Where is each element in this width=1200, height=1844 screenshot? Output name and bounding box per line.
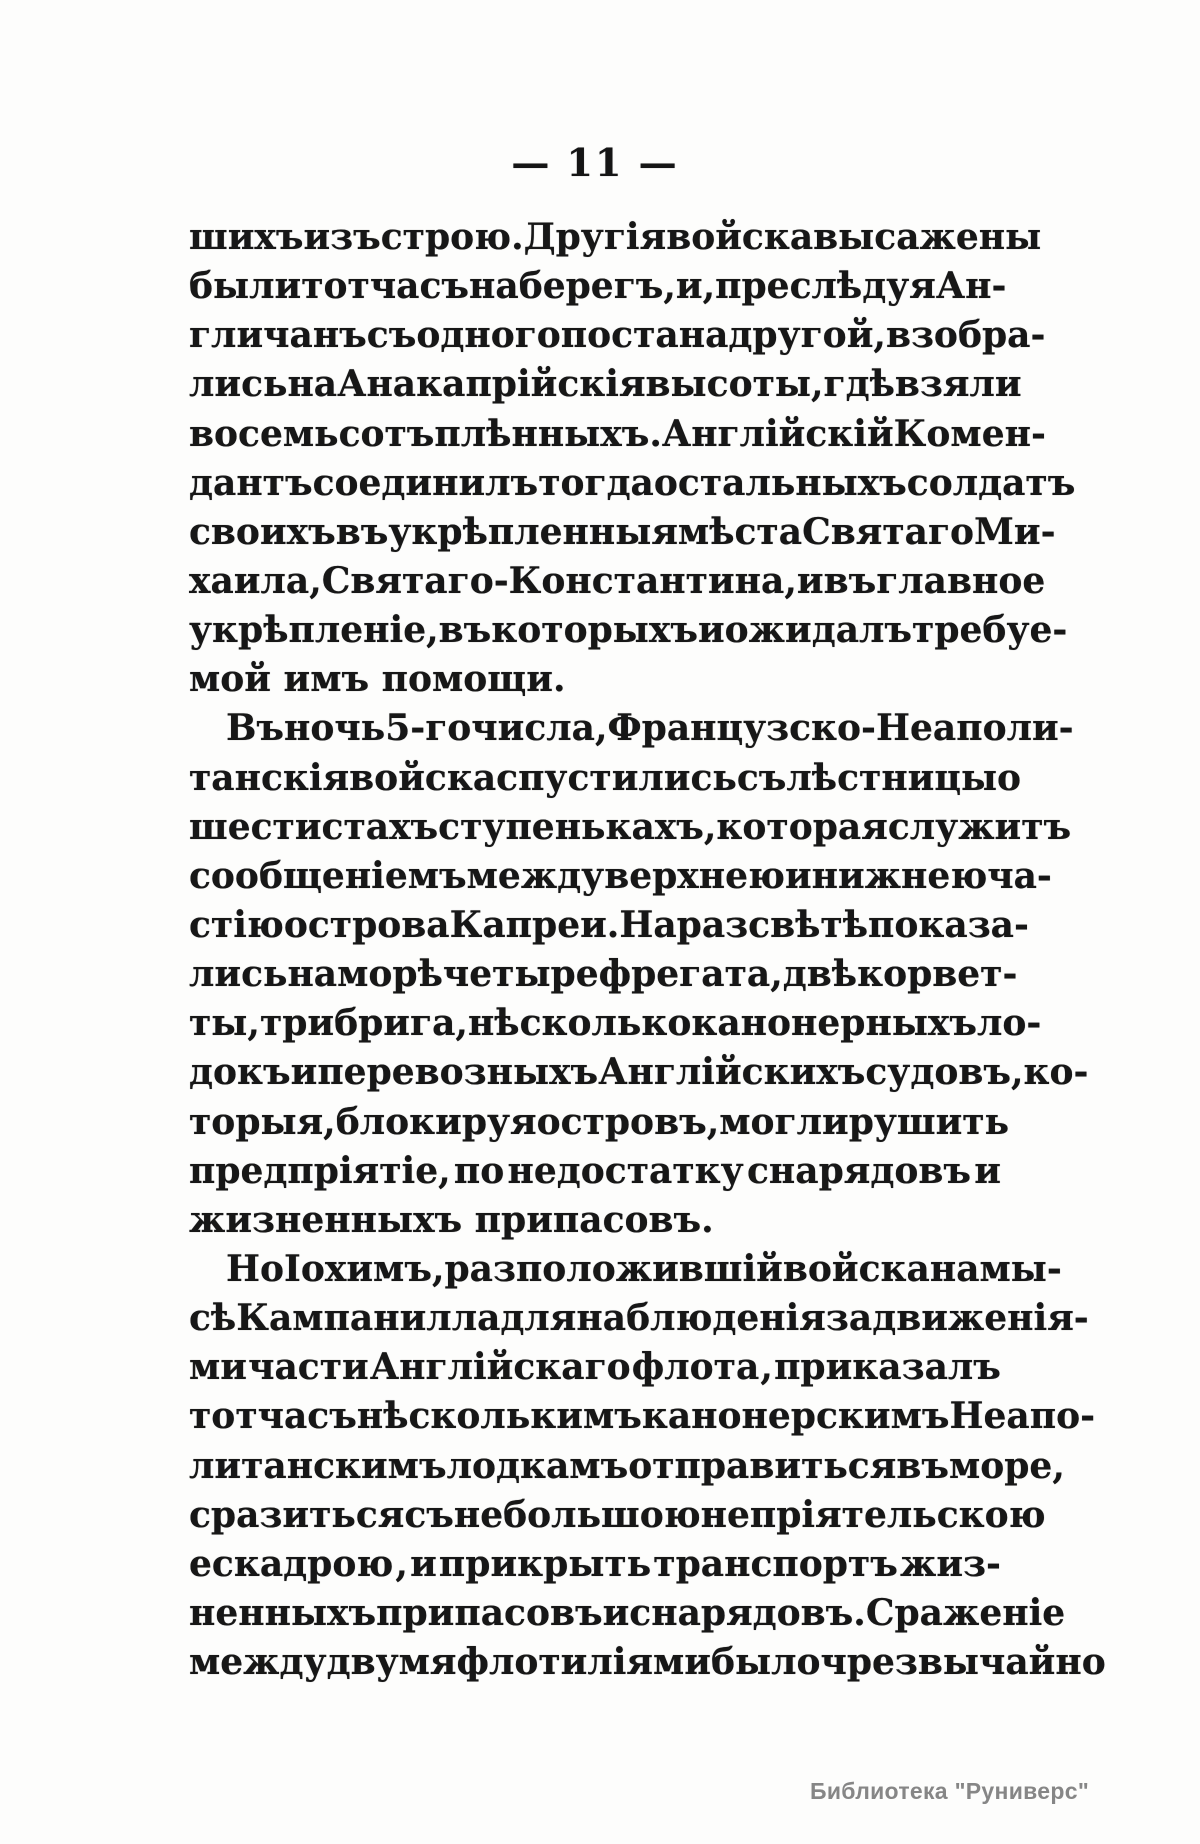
- word: на: [929, 1247, 980, 1290]
- word: четыре: [442, 953, 599, 996]
- word: между: [466, 854, 605, 897]
- word: были: [189, 265, 302, 308]
- text-line: [189, 360, 1022, 409]
- word: стахъ: [321, 805, 439, 848]
- word: хаила,: [189, 559, 322, 602]
- text-line: [189, 1294, 1089, 1343]
- word: сѣ: [189, 1297, 237, 1340]
- text-line: [189, 606, 1068, 655]
- word: три: [259, 1002, 335, 1045]
- word: плѣнныхъ.: [434, 412, 662, 455]
- word: сразиться: [189, 1493, 405, 1536]
- word: за: [825, 1297, 873, 1340]
- word: Капреи.: [449, 903, 620, 946]
- text-line: [189, 803, 1072, 852]
- word: брига,: [334, 1002, 468, 1045]
- word: мы-: [979, 1247, 1062, 1290]
- word: острова: [283, 903, 450, 946]
- text-line: [189, 1392, 1096, 1441]
- word: о: [997, 756, 1022, 799]
- word: Святаго: [802, 510, 975, 553]
- word: которая: [716, 805, 888, 848]
- word: флота: [631, 1346, 760, 1389]
- word: канонерныхъ: [691, 1002, 977, 1045]
- word: лѣстницы: [786, 756, 998, 799]
- text-line: [189, 1540, 1001, 1589]
- word: море,: [948, 1444, 1065, 1487]
- word: припасовъ: [376, 1591, 603, 1634]
- word: на: [469, 265, 519, 308]
- word: поста: [560, 314, 679, 357]
- word: восемь: [189, 412, 339, 455]
- word: ,: [760, 1346, 773, 1389]
- text-line: [189, 901, 1029, 950]
- word: ненныхъ: [189, 1591, 377, 1634]
- word: ты,: [189, 1002, 260, 1045]
- word: фрегата,: [598, 953, 783, 996]
- word: и,: [675, 265, 716, 308]
- word: одного: [416, 314, 561, 357]
- word: съ: [736, 756, 787, 799]
- text-line: [189, 459, 1076, 508]
- text-line: [189, 999, 1042, 1048]
- word: Но: [226, 1247, 285, 1290]
- word: спустились: [496, 756, 737, 799]
- word: другой,: [728, 314, 886, 357]
- word: высажены: [813, 216, 1042, 258]
- word: соединилъ: [312, 461, 539, 504]
- word: шихъ: [189, 216, 304, 258]
- word: ескадрою: [189, 1542, 394, 1585]
- word: Комен-: [893, 412, 1046, 455]
- word: снарядовъ.: [629, 1591, 866, 1634]
- word: гдѣ: [823, 363, 895, 406]
- word: разположившій: [444, 1247, 783, 1290]
- text-line: [189, 852, 1052, 901]
- word: лодкамъ: [446, 1444, 629, 1487]
- word: Англійскаго: [369, 1346, 631, 1389]
- word: дантъ: [189, 461, 313, 504]
- word: Сраженіе: [865, 1591, 1066, 1634]
- text-line: [189, 1048, 1089, 1097]
- word: въ: [335, 510, 389, 553]
- word: Другія: [523, 216, 667, 258]
- word: торыя,: [189, 1100, 336, 1143]
- word: островъ: [536, 1100, 707, 1143]
- word: на: [287, 953, 338, 996]
- word: ,: [784, 559, 797, 602]
- word: по: [453, 1149, 505, 1192]
- word: между: [189, 1641, 327, 1684]
- word: морѣ: [337, 953, 443, 996]
- word: укрѣпленіе,: [189, 609, 439, 652]
- word: войска: [782, 1247, 930, 1290]
- word: верхнею: [604, 854, 785, 897]
- word: Ан-: [935, 265, 1007, 308]
- word: транспортъ: [653, 1542, 898, 1585]
- word: ,: [431, 1247, 445, 1290]
- text-line: [189, 1147, 1001, 1196]
- text-line: [189, 950, 1018, 999]
- text-line: [189, 262, 1007, 311]
- text-line: [189, 557, 1046, 606]
- word: и: [784, 854, 812, 897]
- word: Неапо-: [949, 1395, 1096, 1438]
- word: и: [602, 1591, 630, 1634]
- word: наблюденія: [576, 1297, 826, 1340]
- word: флотиліями: [456, 1641, 711, 1684]
- word: На: [619, 903, 677, 946]
- word: небольшою: [453, 1493, 701, 1536]
- word: Іохимъ: [284, 1247, 432, 1290]
- word: двумя: [326, 1641, 457, 1684]
- text-line: [189, 1442, 1065, 1491]
- text-line: [189, 1589, 1066, 1638]
- word: Святаго-Константина: [321, 559, 785, 602]
- text-line: [189, 704, 1074, 753]
- word: Анакапрійскія: [337, 363, 646, 406]
- word: Англійскихъ: [598, 1051, 866, 1094]
- word: и: [974, 1149, 1001, 1192]
- word: показа-: [868, 903, 1029, 946]
- word: разсвѣтѣ: [676, 903, 869, 946]
- text-line: [189, 1343, 1001, 1392]
- word: преслѣдуя: [715, 265, 936, 308]
- word: 5-го: [385, 707, 472, 750]
- text-line: [189, 1638, 1106, 1687]
- word: гличанъ: [189, 314, 367, 357]
- word: корвет-: [857, 953, 1018, 996]
- word: на: [287, 363, 338, 406]
- word: своихъ: [189, 510, 336, 553]
- word: и: [290, 1051, 318, 1094]
- word: ,: [395, 1542, 408, 1585]
- text-line: жизненныхъ припасовъ.: [189, 1198, 714, 1241]
- word: на: [678, 314, 729, 357]
- text-line: [189, 1491, 1046, 1540]
- word: высоты,: [645, 363, 824, 406]
- word: было: [711, 1641, 821, 1684]
- word: сотъ: [338, 412, 435, 455]
- word: и: [796, 559, 824, 602]
- word: ко-: [1023, 1051, 1089, 1094]
- word: съ: [366, 314, 417, 357]
- word: ступенькахъ,: [438, 805, 717, 848]
- word: и: [410, 1542, 437, 1585]
- word: требуе-: [912, 609, 1068, 652]
- word: нижнею: [811, 854, 988, 897]
- word: ло-: [977, 1002, 1042, 1045]
- word: перевозныхъ: [317, 1051, 599, 1094]
- word: Ми-: [974, 510, 1056, 553]
- word: взяли: [894, 363, 1022, 406]
- word: приказалъ: [774, 1346, 1001, 1389]
- word: въ: [823, 559, 877, 602]
- word: прикрыть: [438, 1542, 652, 1585]
- word: движенія-: [872, 1297, 1089, 1340]
- word: снарядовъ: [746, 1149, 971, 1192]
- word: остальныхъ: [653, 461, 907, 504]
- word: которыхъ: [491, 609, 698, 652]
- text-line: [189, 410, 1046, 459]
- text-line: [189, 754, 1022, 803]
- word: тотчасъ: [189, 1395, 357, 1438]
- word: литанскимъ: [189, 1444, 447, 1487]
- word: взобра-: [885, 314, 1046, 357]
- word: ночь: [284, 707, 386, 750]
- word: укрѣпленныя: [388, 510, 678, 553]
- word: Французско-Неаполи-: [607, 707, 1074, 750]
- text-line: [189, 213, 1042, 262]
- text-line: [189, 1098, 1010, 1147]
- word: для: [500, 1297, 577, 1340]
- word: рушить: [848, 1100, 1010, 1143]
- word: Англійскій: [661, 412, 894, 455]
- word: въ: [896, 1444, 949, 1487]
- word: берегъ,: [518, 265, 676, 308]
- word: лись: [189, 953, 288, 996]
- word: ,: [706, 1100, 720, 1143]
- word: непріятельскою: [700, 1493, 1046, 1536]
- word: шести: [189, 805, 322, 848]
- word: тогда: [538, 461, 654, 504]
- word: отправиться: [628, 1444, 897, 1487]
- word: судовъ,: [865, 1051, 1024, 1094]
- word: стію: [189, 903, 284, 946]
- word: ми: [189, 1346, 247, 1389]
- word: служитъ: [887, 805, 1072, 848]
- word: Въ: [226, 707, 285, 750]
- body-text-block: [189, 213, 1106, 1687]
- word: главное: [876, 559, 1046, 602]
- word: войска: [666, 216, 814, 258]
- text-line: [189, 311, 1046, 360]
- word: нѣсколько: [467, 1002, 692, 1045]
- word: чрезвычайно: [820, 1641, 1106, 1684]
- word: съ: [404, 1493, 454, 1536]
- word: тотчасъ: [301, 265, 470, 308]
- word: и: [697, 609, 725, 652]
- library-watermark: Библиотека "Руниверс": [810, 1778, 1090, 1804]
- word: недостатку: [507, 1149, 744, 1192]
- word: канонерскимъ: [641, 1395, 950, 1438]
- page-number: — 11 —: [511, 140, 679, 185]
- word: части: [248, 1346, 369, 1389]
- word: строю.: [380, 216, 524, 258]
- word: числа: [471, 707, 595, 750]
- text-line: [189, 508, 1056, 557]
- text-line: [189, 1245, 1062, 1294]
- word: могли: [719, 1100, 849, 1143]
- word: нѣсколькимъ: [356, 1395, 642, 1438]
- word: ожидалъ: [724, 609, 913, 652]
- word: сообщеніемъ: [189, 854, 467, 897]
- word: ,: [594, 707, 608, 750]
- word: Кампанилла: [236, 1297, 501, 1340]
- word: докъ: [189, 1051, 291, 1094]
- word: изъ: [303, 216, 381, 258]
- word: солдатъ: [906, 461, 1076, 504]
- text-line: мой имъ помощи.: [189, 658, 566, 701]
- word: танскія: [189, 756, 350, 799]
- word: ча-: [987, 854, 1052, 897]
- word: войска: [349, 756, 497, 799]
- word: въ: [438, 609, 492, 652]
- word: жиз-: [899, 1542, 1001, 1585]
- word: предпріятіе,: [189, 1149, 451, 1192]
- word: двѣ: [782, 953, 858, 996]
- word: лись: [189, 363, 288, 406]
- word: мѣста: [677, 510, 803, 553]
- word: блокируя: [335, 1100, 537, 1143]
